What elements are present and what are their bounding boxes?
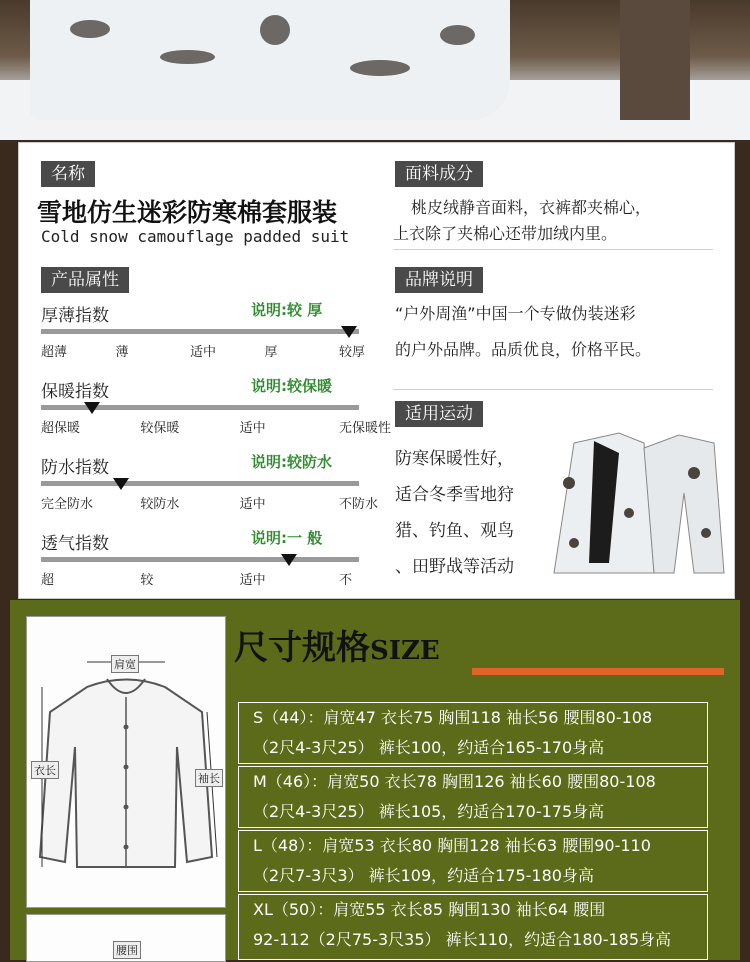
attributes-tag: 产品属性 xyxy=(41,267,129,293)
size-row-m: M（46）：肩宽50 衣长78 胸围126 袖长60 腰围80-108 （2尺4-3尺25） 裤长105，约适合170-175身高 xyxy=(238,766,708,828)
index-tick-label: 超薄 xyxy=(41,345,68,360)
index-level-marker xyxy=(84,402,100,414)
brand-text-2: 的户外品牌。品质优良，价格平民。 xyxy=(395,340,652,359)
index-tick-label: 适中 xyxy=(190,345,217,360)
index-tick-label: 不 xyxy=(339,573,353,588)
sleeve-label: 袖长 xyxy=(195,769,223,787)
index-tick-label: 完全防水 xyxy=(41,497,94,512)
index-label: 保暖指数 xyxy=(41,382,109,402)
size-heading: 尺寸规格SIZE xyxy=(234,628,440,668)
index-scale-bar xyxy=(41,329,359,334)
index-tick-label: 无保暖性 xyxy=(339,421,392,436)
index-tick-label: 超保暖 xyxy=(41,421,81,436)
name-tag: 名称 xyxy=(41,161,95,187)
index-tick-label: 不防水 xyxy=(339,497,379,512)
camo-garment xyxy=(30,0,510,120)
index-note: 说明:较保暖 xyxy=(251,377,332,395)
fabric-tag: 面料成分 xyxy=(395,161,483,187)
index-tick-label: 较厚 xyxy=(339,345,366,360)
brand-tag: 品牌说明 xyxy=(395,267,483,293)
index-note: 说明:较防水 xyxy=(251,453,332,471)
size-row-s: S（44）：肩宽47 衣长75 胸围118 袖长56 腰围80-108 （2尺4-3尺25） 裤长100，约适合165-170身高 xyxy=(238,702,708,764)
index-scale-bar xyxy=(41,481,359,486)
index-tick-label: 较 xyxy=(140,573,154,588)
product-photo-top xyxy=(0,0,750,140)
index-note: 说明:一 般 xyxy=(251,529,323,547)
index-tick-label: 适中 xyxy=(239,497,266,512)
fabric-text-2: 上衣除了夹棉心还带加绒内里。 xyxy=(393,224,618,243)
fabric-text-1: 桃皮绒静音面料，衣裤都夹棉心， xyxy=(411,198,652,217)
shoulder-label: 肩宽 xyxy=(111,655,139,673)
jacket-size-diagram xyxy=(26,616,226,908)
index-label: 厚薄指数 xyxy=(41,306,109,326)
tree-trunk xyxy=(620,0,690,120)
brand-text-1: “户外周渔”中国一个专做伪装迷彩 xyxy=(395,304,636,323)
size-row-l: L（48）：肩宽53 衣长80 胸围128 袖长63 腰围90-110 （2尺7-3尺3） 裤长109，约适合175-180身高 xyxy=(238,830,708,892)
waist-label: 腰围 xyxy=(113,941,141,959)
product-name-cn: 雪地仿生迷彩防寒棉套服装 xyxy=(37,198,338,227)
pants-size-diagram xyxy=(26,914,226,962)
index-label: 防水指数 xyxy=(41,458,109,478)
index-note: 说明:较 厚 xyxy=(251,301,323,319)
index-tick-label: 超 xyxy=(41,573,55,588)
product-name-en: Cold snow camouflage padded suit xyxy=(41,227,350,246)
index-level-marker xyxy=(113,478,129,490)
index-level-marker xyxy=(341,326,357,338)
sport-text: 防寒保暖性好， 适合冬季雪地狩 猎、钓鱼、观鸟 、田野战等活动 xyxy=(395,449,514,577)
index-tick-label: 厚 xyxy=(264,345,278,360)
index-level-marker xyxy=(281,554,297,566)
index-tick-label: 较保暖 xyxy=(140,421,180,436)
index-tick-label: 较防水 xyxy=(140,497,180,512)
index-tick-label: 适中 xyxy=(239,421,266,436)
index-tick-label: 薄 xyxy=(115,345,129,360)
size-row-xl: XL（50）：肩宽55 衣长85 胸围130 袖长64 腰围 92-112（2尺75-3尺35） 裤长110，约适合180-185身高 xyxy=(238,894,708,960)
index-label: 透气指数 xyxy=(41,534,109,554)
product-info-panel xyxy=(18,142,735,599)
sport-tag: 适用运动 xyxy=(395,401,483,427)
index-tick-label: 适中 xyxy=(239,573,266,588)
suit-product-image xyxy=(534,423,729,583)
length-label: 衣长 xyxy=(31,761,59,779)
index-scale-bar xyxy=(41,557,359,562)
size-heading-underline xyxy=(472,668,724,675)
